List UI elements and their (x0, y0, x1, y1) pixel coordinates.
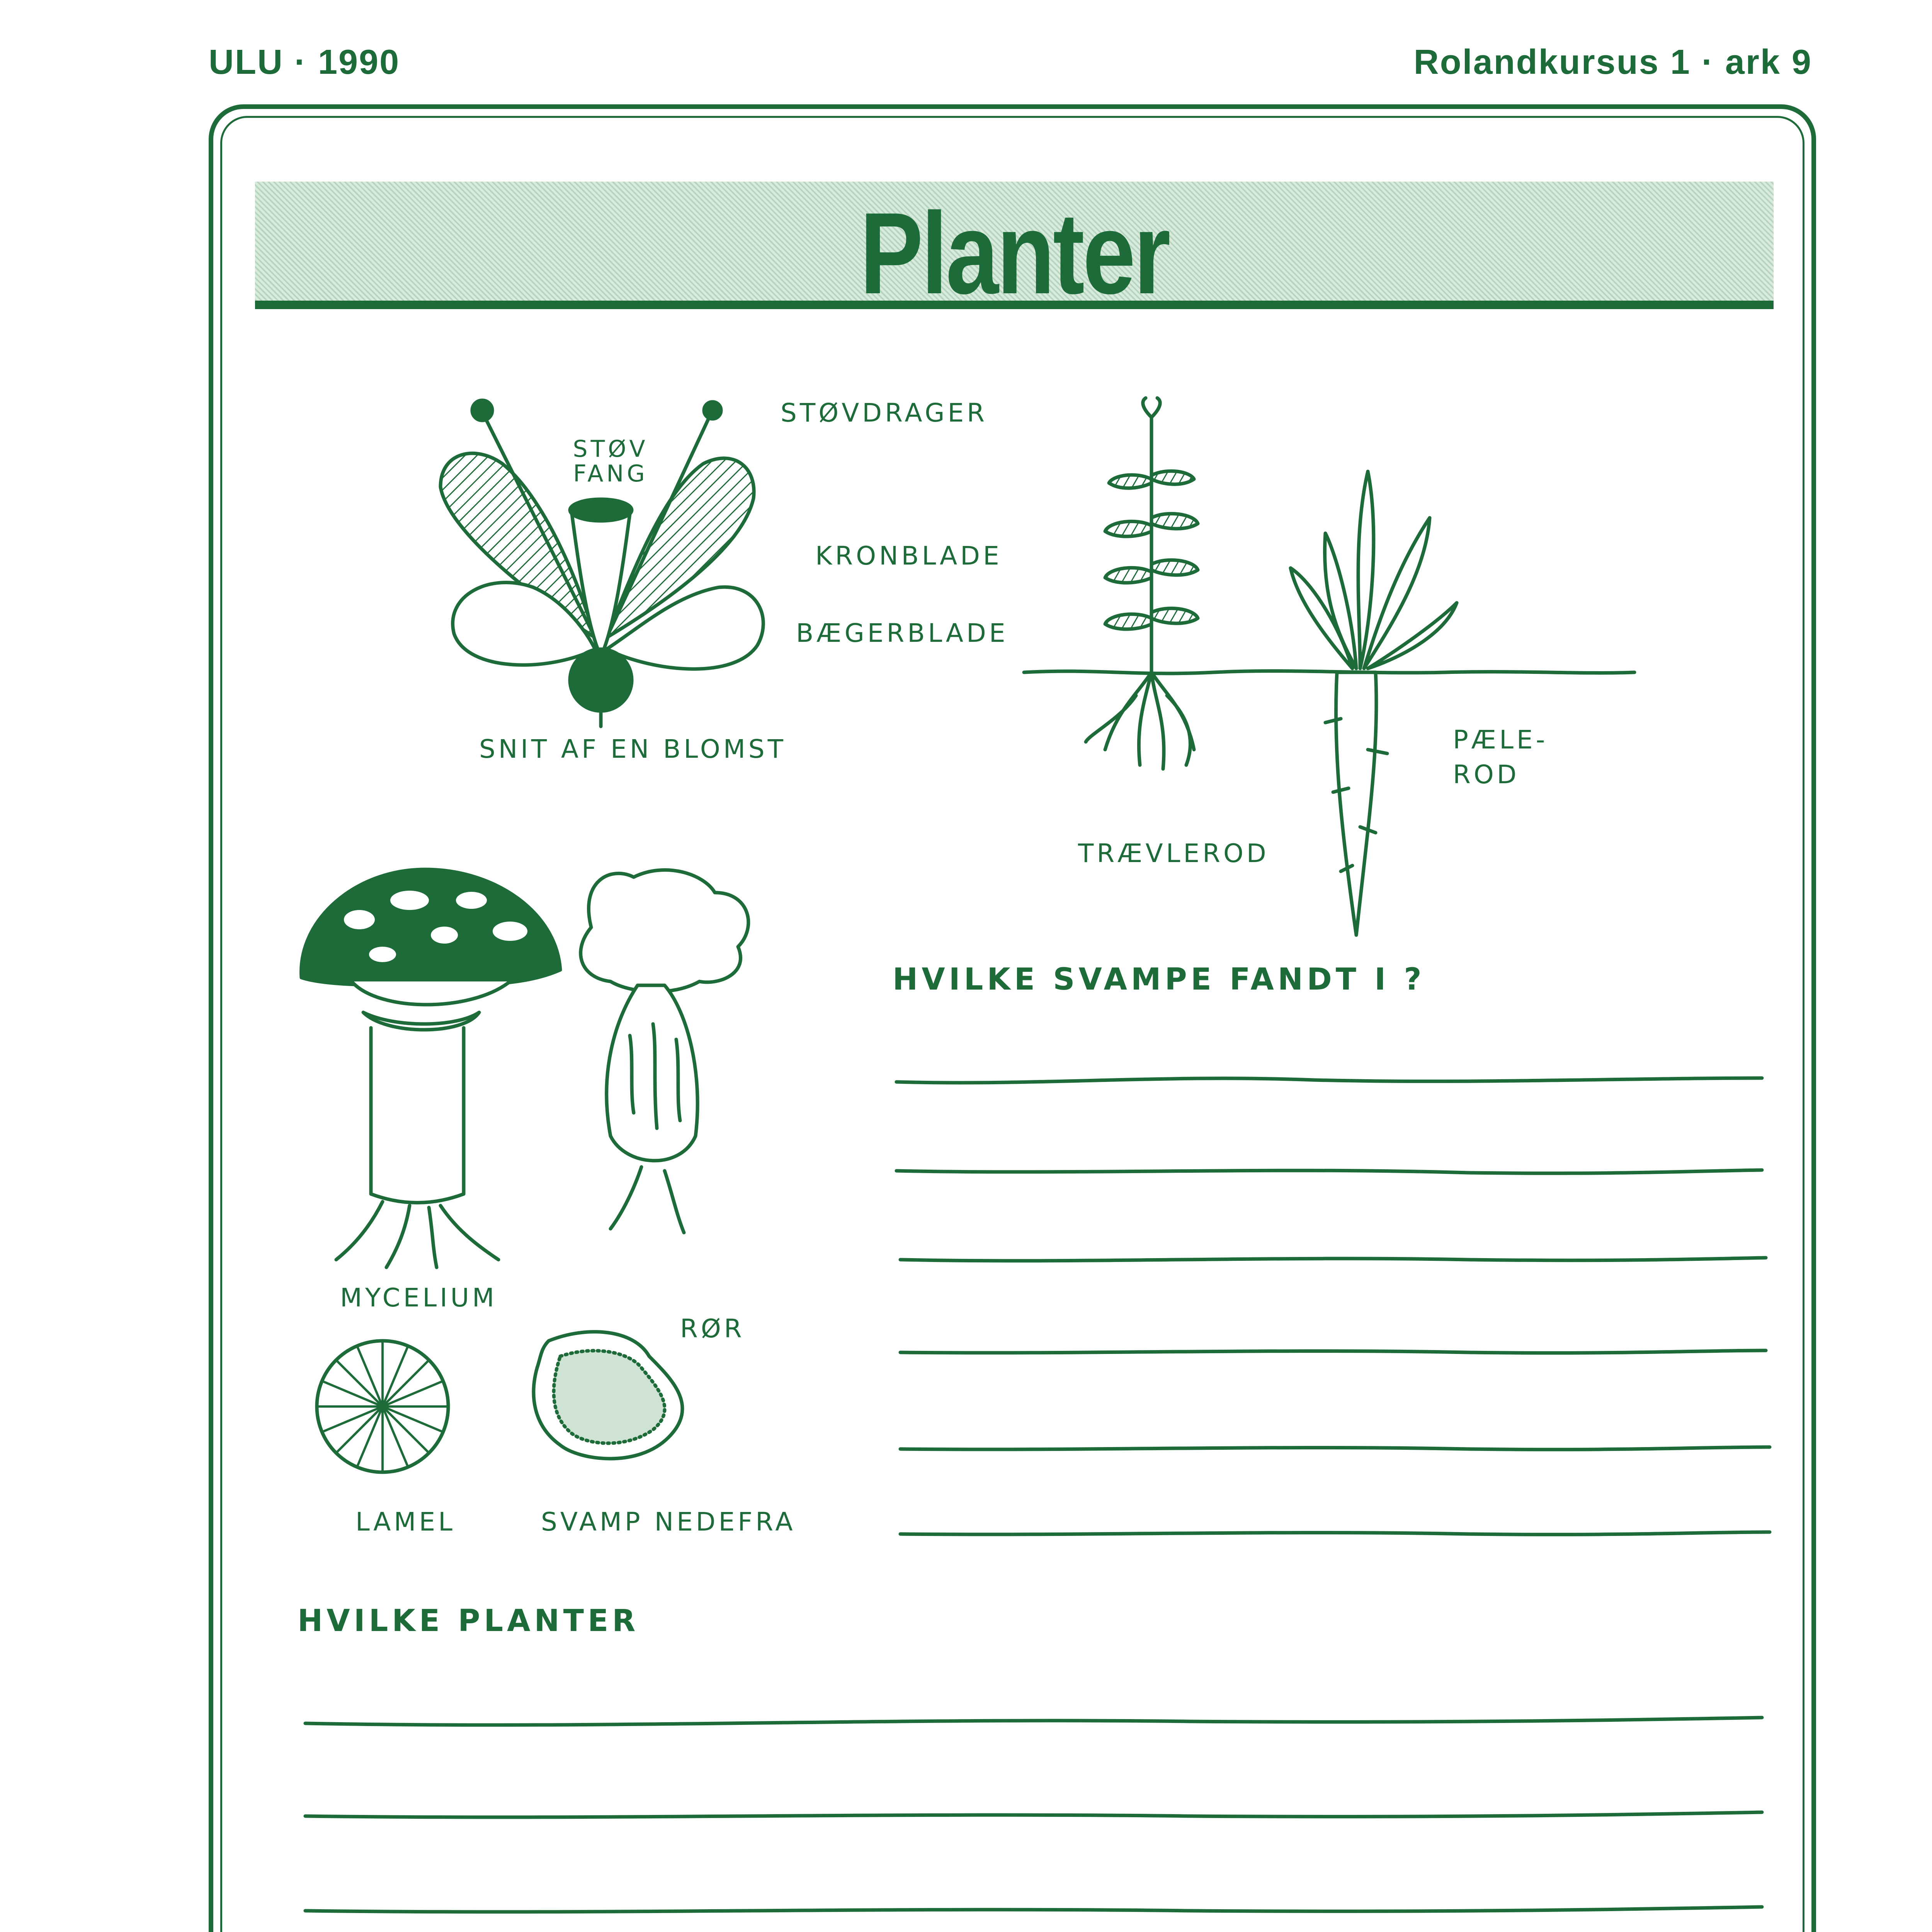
label-sepals: BÆGERBLADE (796, 618, 1009, 648)
leaf-2l (1105, 521, 1151, 536)
fly-agaric-ring (363, 1012, 479, 1030)
taproot-leaves (1291, 471, 1457, 668)
label-fibrous-root: TRÆVLEROD (1078, 838, 1269, 868)
gills-lines (319, 1343, 446, 1470)
label-petals: KRONBLADE (815, 541, 1002, 571)
question-fungi: HVILKE SVAMPE FANDT I ? (893, 962, 1425, 997)
leaf-3l (1105, 568, 1151, 583)
writing-line (900, 1447, 1770, 1449)
boletus-stem (607, 985, 697, 1161)
flower-caption: SNIT AF EN BLOMST (479, 734, 786, 764)
leaf-4l (1105, 614, 1151, 629)
label-taproot: PÆLE- ROD (1453, 725, 1548, 789)
roots-illustration (1020, 402, 1638, 954)
writing-line (305, 1812, 1762, 1817)
header-course-sheet: Rolandkursus 1 · ark 9 (1413, 43, 1812, 82)
header-course-year: ULU · 1990 (209, 43, 400, 82)
stamen-right-anther (704, 402, 721, 419)
writing-line (896, 1078, 1762, 1083)
page-title: Planter (860, 188, 1169, 318)
writing-line (900, 1532, 1770, 1534)
writing-line (305, 1907, 1762, 1912)
stigma (570, 499, 632, 521)
label-mycelium: MYCELIUM (340, 1283, 497, 1313)
fungi-writing-lines (889, 1066, 1777, 1549)
mycelium-left (336, 1202, 498, 1267)
ovary (570, 649, 632, 711)
writing-line (900, 1258, 1766, 1261)
leaf-1r (1151, 471, 1194, 484)
boletus-roots (611, 1167, 684, 1233)
label-stigma: STØV FANG (573, 435, 648, 487)
fibrous-roots (1086, 672, 1194, 769)
writing-line (305, 1718, 1762, 1725)
title-band (255, 182, 1774, 318)
leaf-1l (1109, 475, 1151, 488)
ground-line (1024, 671, 1634, 673)
label-gills: LAMEL (355, 1507, 456, 1537)
fly-agaric-stem (371, 1028, 464, 1203)
fly-agaric-gills (352, 981, 510, 1005)
plants-writing-lines (301, 1700, 1770, 1932)
boletus-cap (581, 870, 748, 992)
leaf-2r (1151, 514, 1198, 529)
label-underside: SVAMP NEDEFRA (541, 1507, 796, 1537)
question-plants: HVILKE PLANTER (298, 1604, 639, 1638)
writing-line (896, 1170, 1762, 1173)
leaf-3r (1151, 560, 1198, 575)
taproot (1336, 672, 1376, 935)
label-tubes: RØR (680, 1314, 745, 1344)
label-stamen: STØVDRAGER (781, 398, 988, 428)
stamen-left-anther (472, 400, 492, 420)
leaf-4r (1151, 608, 1198, 623)
writing-line (900, 1350, 1766, 1353)
fungi-illustration (294, 858, 858, 1515)
